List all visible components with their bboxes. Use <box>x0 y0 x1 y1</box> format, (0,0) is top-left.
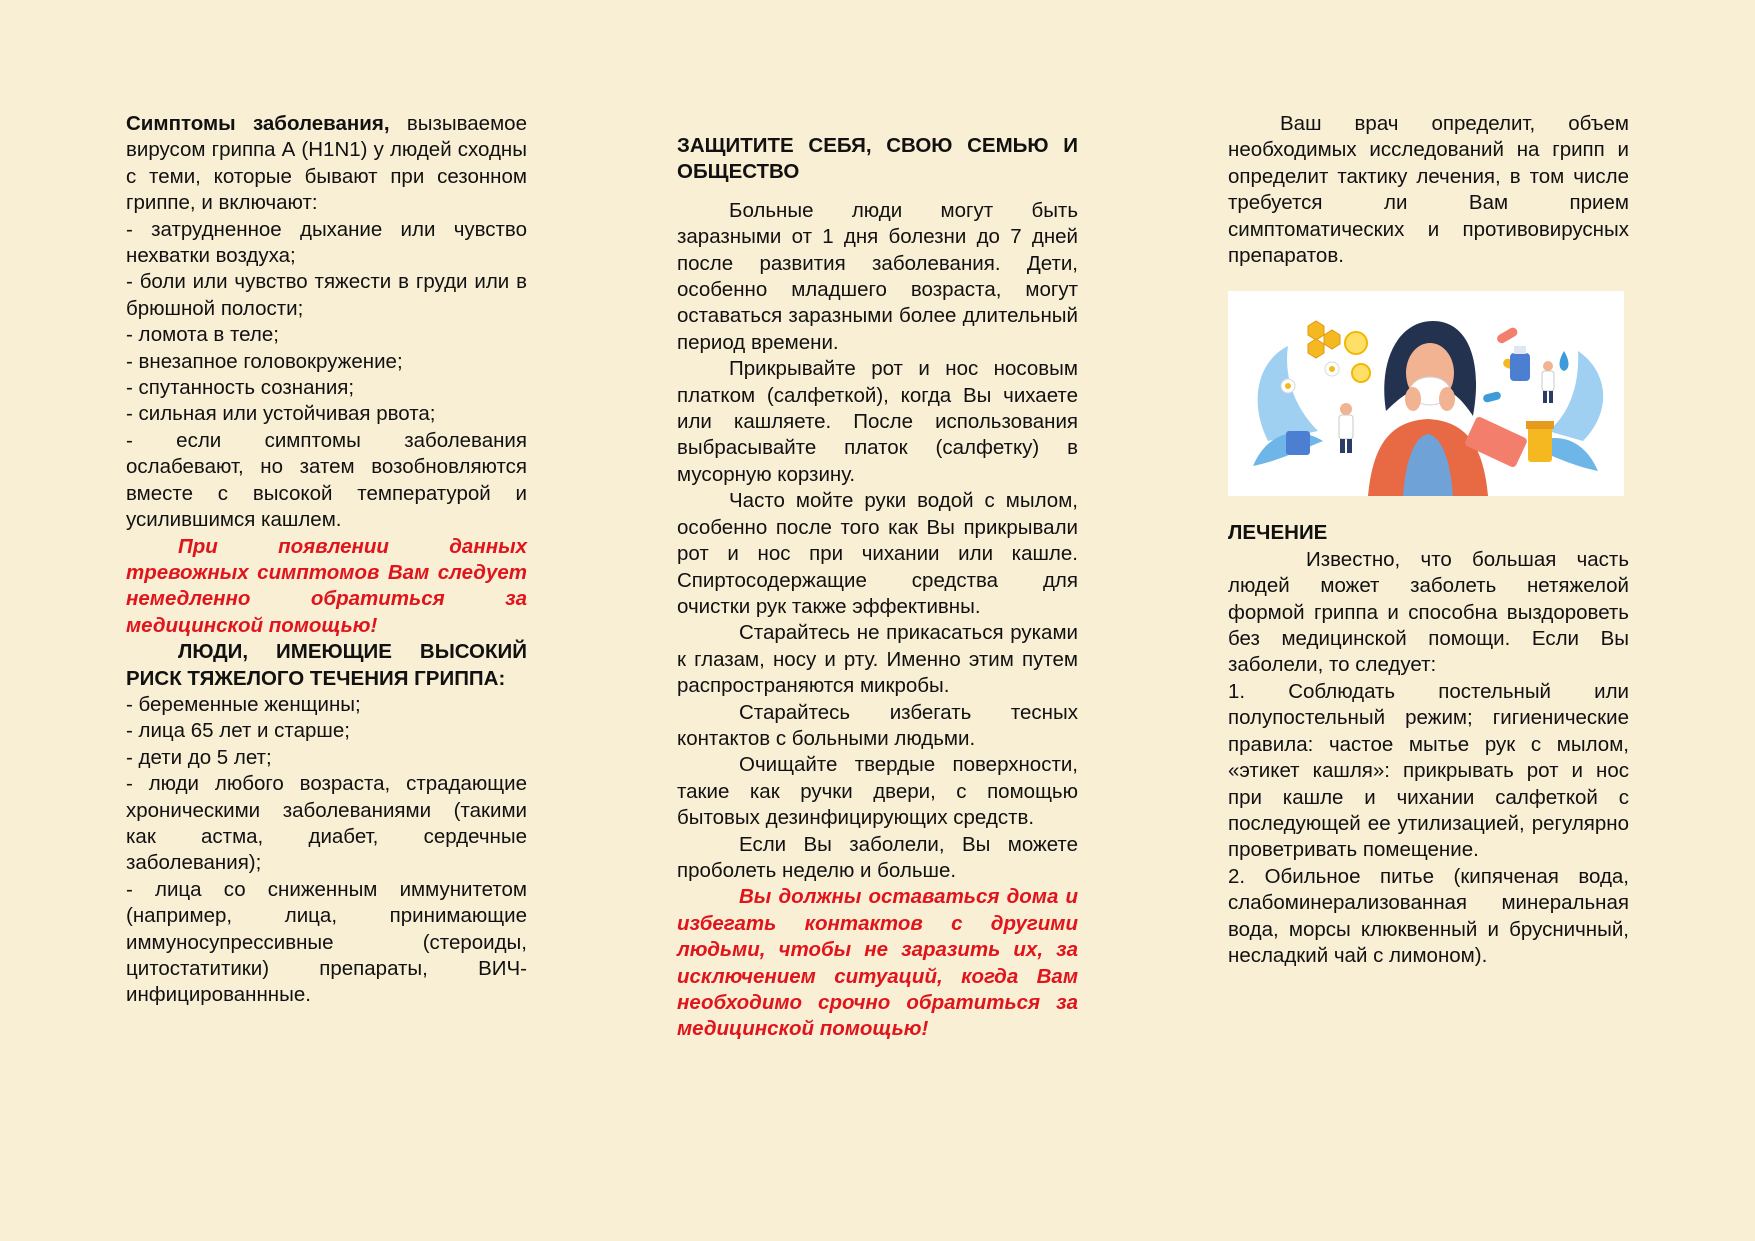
symptom-item: - внезапное головокружение; <box>126 349 403 373</box>
protection-paragraph: Старайтесь избегать тесных контактов с больными людьми. <box>677 700 1078 750</box>
protection-paragraph: Больные люди могут быть заразными от 1 дня болезни до 7 дней после развития заболевания. Дети, особенно младшего возраста, могут оставаться заразными более длительный период времени. <box>677 198 1078 354</box>
symptom-item: - боли или чувство тяжести в груди или в брюшной полости; <box>126 270 527 320</box>
risk-group-item: - беременные женщины; <box>126 692 361 716</box>
protection-warning: Вы должны оставаться дома и избегать контактов с другими людьми, чтобы не заразить их, за исключением ситуаций, когда Вам необходимо срочно обратиться за медицинской помощью! <box>677 885 1078 1041</box>
column-symptoms <box>126 111 527 1009</box>
risk-heading: ЛЮДИ, ИМЕЮЩИЕ ВЫСОКИЙ РИСК ТЯЖЕЛОГО ТЕЧЕНИЯ ГРИППА: <box>126 640 527 690</box>
symptom-item: - ломота в теле; <box>126 323 279 347</box>
column-treatment <box>1228 111 1629 969</box>
protection-paragraph: Очищайте твердые поверхности, такие как ручки двери, с помощью бытовых дезинфицирующих средств. <box>677 753 1078 830</box>
illustration-graphic <box>1228 291 1624 496</box>
protection-paragraph: Старайтесь не прикасаться руками к глазам, носу и рту. Именно этим путем распространяются микробы. <box>677 621 1078 698</box>
treatment-item: 1. Соблюдать постельный или полупостельный режим; гигиенические правила: частое мытье рук с мылом, «этикет кашля»: прикрывать рот и нос при кашле и чихании салфеткой с последующей ее утилизацией, регулярно проветривать помещение. <box>1228 679 1629 862</box>
treatment-intro: Известно, что большая часть людей может заболеть нетяжелой формой гриппа и способна выздороветь без медицинской помощи. Если Вы заболели, то следует: <box>1228 547 1629 677</box>
column-protection <box>677 133 1078 1043</box>
risk-group-item: - дети до 5 лет; <box>126 745 272 769</box>
symptoms-intro <box>126 111 527 217</box>
risk-group-item: - люди любого возраста, страдающие хроническими заболеваниями (такими как астма, диабет, сердечные заболевания); <box>126 772 527 875</box>
treatment-item: 2. Обильное питье (кипяченая вода, слабоминерализованная минеральная вода, морсы клюквенный и брусничный, несладкий чай с лимоном). <box>1228 864 1629 967</box>
doctor-text: Ваш врач определит, объем необходимых исследований на грипп и определит тактику лечения, в том числе требуется ли Вам прием симптоматических и противовирусных препаратов. <box>1228 112 1629 268</box>
treatment-heading: ЛЕЧЕНИЕ <box>1228 521 1328 545</box>
protection-paragraph: Если Вы заболели, Вы можете проболеть неделю и больше. <box>677 832 1078 882</box>
symptoms-warning: При появлении данных тревожных симптомов Вам следует немедленно обратиться за медицинской помощью! <box>126 534 527 637</box>
protection-paragraph: Часто мойте руки водой с мылом, особенно после того как Вы прикрывали рот и нос при чихании или кашле. Спиртосодержащие средства для очистки рук также эффективны. <box>677 489 1078 618</box>
symptom-item: - если симптомы заболевания ослабевают, но затем возобновляются вместе с высокой температурой и усилившимся кашлем. <box>126 428 527 532</box>
sick-woman-illustration <box>1228 291 1624 496</box>
symptoms-intro-bold: Симптомы заболевания, <box>126 112 390 135</box>
protection-heading: ЗАЩИТИТЕ СЕБЯ, СВОЮ СЕМЬЮ И ОБЩЕСТВО <box>677 134 1078 184</box>
symptom-item: - спутанность сознания; <box>126 376 355 400</box>
risk-group-item: - лица 65 лет и старше; <box>126 719 350 743</box>
symptom-item: - сильная или устойчивая рвота; <box>126 402 436 426</box>
symptoms-intro-text: вызываемое вирусом гриппа А (H1N1) у людей сходны с теми, которые бывают при сезонном гриппе, и включают: <box>126 112 527 215</box>
symptom-item: - затрудненное дыхание или чувство нехватки воздуха; <box>126 217 527 268</box>
protection-paragraph: Прикрывайте рот и нос носовым платком (салфеткой), когда Вы чихаете или кашляете. После использования выбрасывайте платок (салфетку) в мусорную корзину. <box>677 357 1078 486</box>
risk-group-item: - лица со сниженным иммунитетом (например, лица, принимающие иммуносупрессивные (стероиды, цитостатитики) препараты, ВИЧ-инфицированнные. <box>126 877 527 1007</box>
